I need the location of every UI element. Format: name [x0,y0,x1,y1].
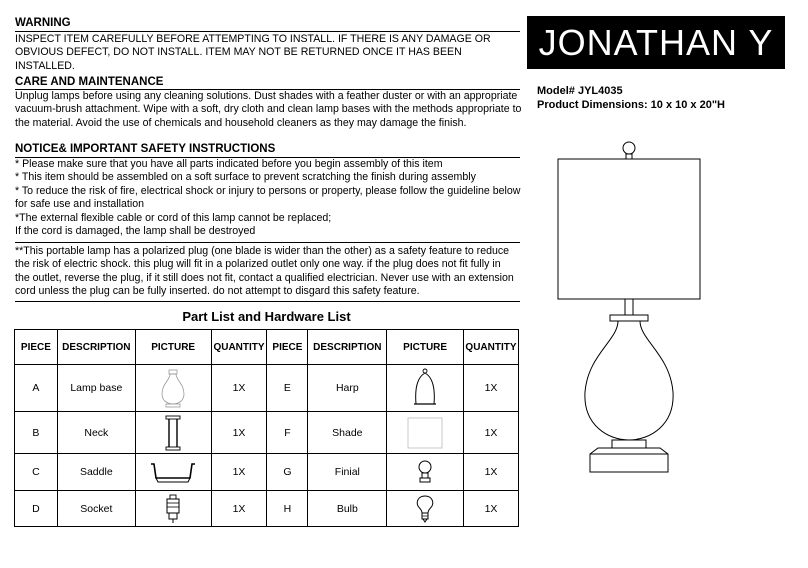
notice-line: for safe use and installation [15,198,144,211]
header-cell: PIECE [15,330,58,365]
care-text [15,90,525,130]
care-line: Unplug lamps before using any cleaning solutions. Dust shades with a feather duster or with an appropriate [15,90,518,102]
notice-text [15,158,525,238]
plug-line: **This portable lamp has a polarized plug (one blade is wider than the other) as a safety feature to reduce [15,245,510,257]
picture-cell [135,365,211,412]
warning-line: INSPECT ITEM CAREFULLY BEFORE ATTEMPTING TO INSTALL. IF THERE IS ANY DAMAGE OR [15,33,491,45]
quantity-cell: 1X [211,491,267,527]
warning-title: WARNING [15,17,71,29]
picture-cell [387,412,464,454]
header-cell: PIECE [267,330,308,365]
piece-cell: E [267,365,308,412]
notice-line: * This item should be assembled on a soft surface to prevent scratching the finish during assembly [15,171,476,184]
table-header-row [15,330,519,365]
parts-rule [15,301,520,302]
quantity-cell: 1X [463,454,518,491]
socket-icon [161,493,185,525]
plug-line: the risk of electric shock. this plug will fit in a polarized outlet only one way. if the plug does not fit fully in [15,258,501,271]
lamp-illustration-icon [540,140,720,485]
care-line: the material. Avoid the use of chemicals and household cleaners as they may damage the finish. [15,116,467,129]
picture-cell [387,365,464,412]
quantity-cell: 1X [211,454,267,491]
picture-cell [387,454,464,491]
description-cell: Shade [308,412,387,454]
plug-line: cord unless the plug can be fully inserted. do not attempt to disgard this safety feature. [15,285,420,298]
warning-line: OBVIOUS DEFECT, DO NOT INSTALL. ITEM MAY NOT BE RETURNED ONCE IT HAS BEEN [15,46,462,59]
header-cell: PICTURE [387,330,464,365]
notice-line: * Please make sure that you have all parts indicated before you begin assembly of this item [15,158,443,170]
model-number: Model# JYL4035 [537,85,623,97]
picture-cell [135,491,211,527]
warning-rule [15,31,520,32]
quantity-cell: 1X [211,412,267,454]
warning-text [15,33,525,73]
picture-cell [135,454,211,491]
bulb-icon [413,494,437,524]
piece-cell: B [15,412,58,454]
header-cell: QUANTITY [211,330,267,365]
quantity-cell: 1X [463,412,518,454]
saddle-icon [148,458,198,486]
piece-cell: G [267,454,308,491]
piece-cell: A [15,365,58,412]
table-row [15,412,519,454]
quantity-cell: 1X [211,365,267,412]
plug-line: the outlet, reverse the plug, if it still does not fit, contact a qualified electrician. Never use with an extension [15,271,514,284]
header-cell: PICTURE [135,330,211,365]
description-cell: Finial [308,454,387,491]
care-line: vacuum-brush attachment. Wipe with a soft, dry cloth and clean lamp bases with the methods appropriate to [15,103,522,116]
piece-cell: H [267,491,308,527]
product-dimensions: Product Dimensions: 10 x 10 x 20"H [537,99,726,111]
description-cell: Socket [57,491,135,527]
parts-table-title: Part List and Hardware List [182,309,351,324]
notice-title: NOTICE& IMPORTANT SAFETY INSTRUCTIONS [15,143,276,155]
quantity-cell: 1X [463,365,518,412]
notice-line: If the cord is damaged, the lamp shall be destroyed [15,225,256,238]
plug-text [15,245,525,299]
table-row [15,454,519,491]
care-title: CARE AND MAINTENANCE [15,76,164,88]
header-cell: DESCRIPTION [308,330,387,365]
picture-cell [387,491,464,527]
picture-cell [135,412,211,454]
plug-rule [15,242,520,243]
description-cell: Saddle [57,454,135,491]
notice-line: *The external flexible cable or cord of this lamp cannot be replaced; [15,211,332,224]
quantity-cell: 1X [463,491,518,527]
neck-icon [158,414,188,452]
header-cell: QUANTITY [463,330,518,365]
notice-line: * To reduce the risk of fire, electrical shock or injury to persons or property, please follow the guideline below [15,184,521,197]
table-row [15,491,519,527]
brand-logo: JONATHAN Y [527,16,785,69]
piece-cell: D [15,491,58,527]
description-cell: Lamp base [57,365,135,412]
lamp-base-icon [158,368,188,408]
table-row [15,365,519,412]
description-cell: Neck [57,412,135,454]
harp-icon [410,368,440,408]
piece-cell: F [267,412,308,454]
piece-cell: C [15,454,58,491]
finial-icon [413,458,437,486]
warning-line: INSTALLED. [15,59,75,72]
shade-icon [405,415,445,451]
parts-table [14,329,519,527]
description-cell: Harp [308,365,387,412]
description-cell: Bulb [308,491,387,527]
header-cell: DESCRIPTION [57,330,135,365]
